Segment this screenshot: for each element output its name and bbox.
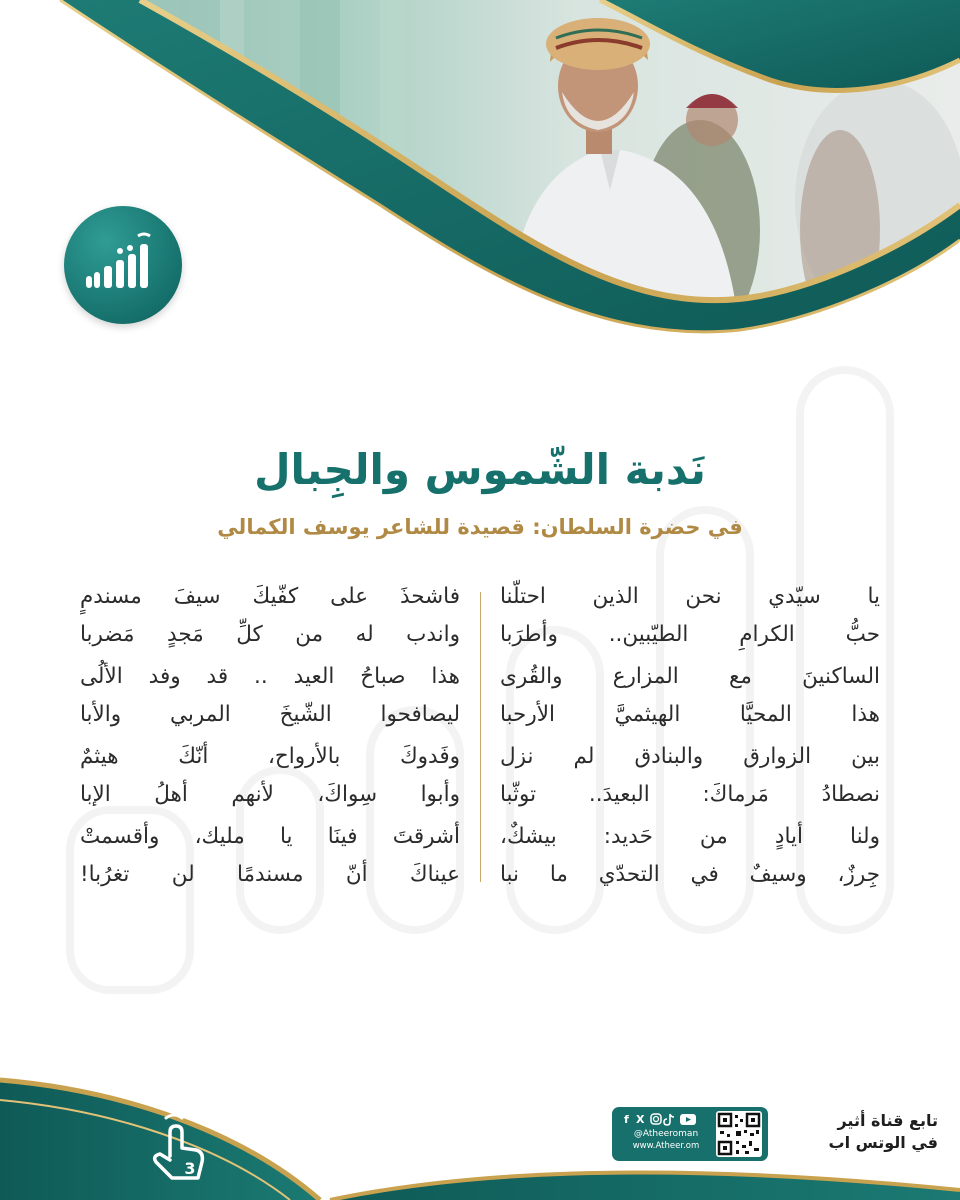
verse-first-hemistich: بين الزوارق والبنادق لم نزل [500, 744, 880, 769]
verse-second-hemistich: حبُّ الكرامِ الطيّبين.. وأطرَبا [500, 622, 880, 647]
verse-first-hemistich: الساكنينَ مع المزارع والقُرى [500, 664, 880, 689]
verse-second-hemistich: هذا المحيَّا الهيثميَّ الأرحبا [500, 702, 880, 727]
page-number: 3 [184, 1159, 196, 1178]
verse-second-hemistich: واندب له من كلِّ مَجدٍ مَضربا [80, 622, 460, 647]
verse-column-left [80, 578, 460, 898]
verse-item [80, 738, 460, 818]
verse-column-right [500, 578, 880, 898]
follow-whatsapp-text[interactable] [778, 1110, 938, 1154]
verse-first-hemistich: يا سيّدي نحن الذين احتلّنا [500, 584, 880, 609]
poem-title: نَدبة الشّموس والجِبال [254, 445, 706, 494]
atheer-logo-icon [64, 206, 182, 324]
column-divider [480, 592, 481, 882]
verse-item [500, 818, 880, 898]
verse-second-hemistich: ليصافحوا الشّيخَ المربي والأبا [80, 702, 460, 727]
x-icon[interactable]: X [636, 1113, 645, 1126]
verse-item [80, 818, 460, 898]
instagram-icon[interactable] [651, 1114, 661, 1124]
social-card[interactable] [612, 1107, 768, 1161]
poem-subtitle: في حضرة السلطان: قصيدة للشاعر يوسف الكمالي [217, 515, 743, 539]
swipe-hand-icon[interactable] [146, 1112, 216, 1184]
verse-first-hemistich: وفَدوكَ بالأرواح، أنّكَ هيثمٌ [80, 744, 460, 769]
social-icons [622, 1112, 712, 1126]
follow-line-1: تابع قناة أثير [837, 1111, 938, 1130]
verse-second-hemistich: وأبوا سِواكَ، لأنهم أهلُ الإبا [80, 782, 460, 807]
verse-item [500, 658, 880, 738]
facebook-icon[interactable]: f [624, 1113, 629, 1126]
verse-item [80, 658, 460, 738]
follow-line-2: في الوتس اب [828, 1133, 938, 1152]
social-handle[interactable]: @Atheeroman [633, 1129, 699, 1139]
tiktok-icon[interactable] [664, 1114, 674, 1125]
verse-first-hemistich: ولنا أيادٍ من حَديد: بيشكٌ، [500, 824, 880, 849]
verse-item [80, 578, 460, 658]
verse-first-hemistich: فاشحذَ على كفّيكَ سيفَ مسندمٍ [80, 584, 460, 609]
verse-first-hemistich: أشرقتَ فينَا يا مليك، وأقسمتْ [80, 824, 460, 849]
verse-first-hemistich: هذا صباحُ العيد .. قد وفد الألُى [80, 664, 460, 689]
verse-second-hemistich: نصطادُ مَرماكَ: البعيدَ.. توثّبا [500, 782, 880, 807]
verse-second-hemistich: جِرزٌ، وسيفٌ في التحدّي ما نبا [500, 862, 880, 887]
qr-code-icon[interactable] [716, 1111, 762, 1157]
verse-second-hemistich: عيناكَ أنّ مسندمًا لن تغرُبا! [80, 862, 460, 887]
verse-item [500, 578, 880, 658]
website-link[interactable]: www.Atheer.om [632, 1141, 700, 1151]
verse-item [500, 738, 880, 818]
